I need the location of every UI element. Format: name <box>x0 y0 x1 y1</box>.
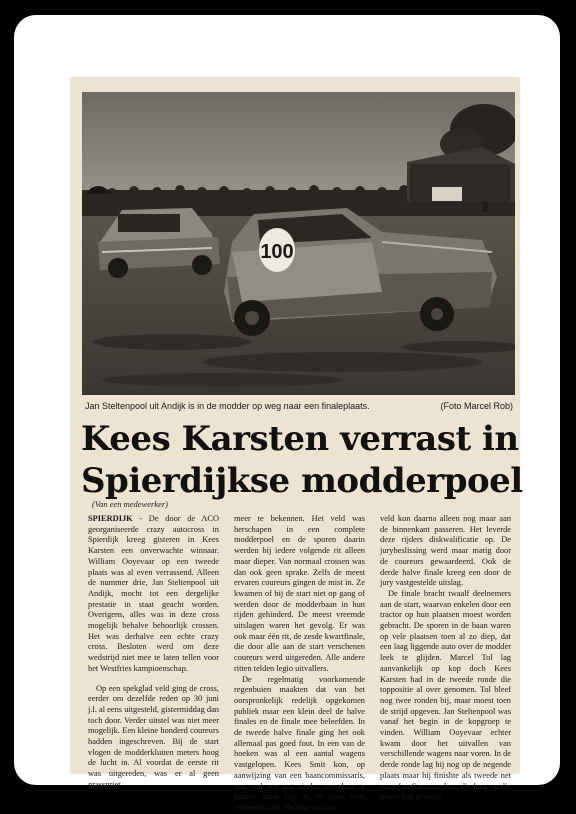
mud-race-photo <box>82 92 515 395</box>
photo-credit: (Foto Marcel Rob) <box>440 401 513 411</box>
paragraph: De regelmatig voorkomende regenbuien maakten dat van het oorspronkelijk redelijk opgekomen publiek maar een klein deel de halve finales en de finale mee beleefden. In de tweede halve finale ging het ook allemaal pas goed fout. In een van de hoeken was al een aantal wagens vastgelopen. Kees Smit kon, op aanwijzing van een baancommissaris, nog wel een gat vinden om door te komen maar liep in de hoek toen eveneens vast. De rest van het <box>234 674 365 812</box>
photo-caption <box>85 401 513 415</box>
paragraph-text: - De door de ACO georganiseerde crazy autocross in Spierdijk kreeg gisteren in Kees Karsten een onverwachte winnaar. William Ooyevaar op een tweede plaats was al even verrassend. Alleen de nummer drie, Jan Steltenpool uit Andijk, mocht tot een dergelijke prestatie in staat geacht worden. Overigens, alles was in deze cross mogelijk behalve behoorlijk crossen. Het was derhalve een echte crazy cross. Besloten werd om deze wedstrijd niet mee te laten tellen voor het Westfries kampioenschap. <box>88 514 219 673</box>
article-headline <box>81 418 523 502</box>
dateline: SPIERDIJK <box>88 514 133 523</box>
paragraph <box>88 514 219 675</box>
newspaper-clipping <box>71 78 523 812</box>
byline: (Van een medewerker) <box>92 499 168 509</box>
headline-line-1: Kees Karsten verrast in <box>81 419 519 459</box>
article-column-2 <box>234 514 365 814</box>
paragraph: meer te bekennen. Het veld was herschapen in een complete modderpoel en de sporen daarin werden bij iedere volgende rit alleen maar dieper. Van normaal crossen was dan ook geen sprake. Zelfs de meest ervaren coureurs gingen de mist in. Ze kwamen of bij de start niet op gang of werden door de modderbaan in hun rijden gehinderd. De meest vreemde uitslagen waren het gevolg. Er was ook maar één rit, de zesde kwartfinale, die door alle aan de start verschenen coureurs werd uitgereden. Alle andere ritten telden legio uitvallers. <box>234 514 365 673</box>
paragraph: veld kon daarna alleen nog maar aan de binnenkant passeren. Het leverde deze rijders diskwalificatie op. De jurybeslissing werd maar matig door de coureurs gewaardeerd. Ook de derde halve finale kreeg een door de jury vastgestelde uitslag. <box>380 514 511 588</box>
article-column-3 <box>380 514 511 803</box>
news-photo <box>82 92 515 395</box>
headline-line-2: Spierdijkse modderpoel <box>81 461 523 501</box>
article-column-1 <box>88 514 219 791</box>
photo-frame <box>14 15 560 812</box>
paragraph: De finale bracht twaalf deelnemers aan de start, waarvan enkelen door een tractor op hun plaatsen moest worden gebracht. De sporen in de baan waren op vele plaatsen toen al zo diep, dat een laag liggende auto over de modder leek te glijden. Marcel Tol lag aanvankelijk op kop doch Kees Karsten had in de tweede ronde die toppositie al over genomen. Tol bleef nog twee ronden bij, maar moest toen de strijd opgeven. Jan Steltenpool was vanaf het begin in de kopgroep te vinden. William Ooyevaar echter kwam door het uitvallen van verschillende wagens naar voren. In de derde ronde lag hij nog op de negende plaats maar hij finishte als tweede net voor Jan Commandeur, die lang op die plaats had gereden. <box>380 588 511 802</box>
car-number: 100 <box>260 241 294 263</box>
paragraph: Op een spekglad veld ging de cross, eerder om dezelfde reden op 30 juni j.l. al eens uitgesteld, gistermiddag dan toch door. Verder uitstel was niet meer mogelijk. Een kleine honderd coureurs hadden ingeschreven. Bij de start vlogen de modderkluiten meters hoog de lucht in. Al voordat de eerste rit was uitgereden, was er al geen grasspriet <box>88 683 219 789</box>
caption-text: Jan Steltenpool uit Andijk is in de modder op weg naar een finaleplaats. <box>85 401 370 411</box>
